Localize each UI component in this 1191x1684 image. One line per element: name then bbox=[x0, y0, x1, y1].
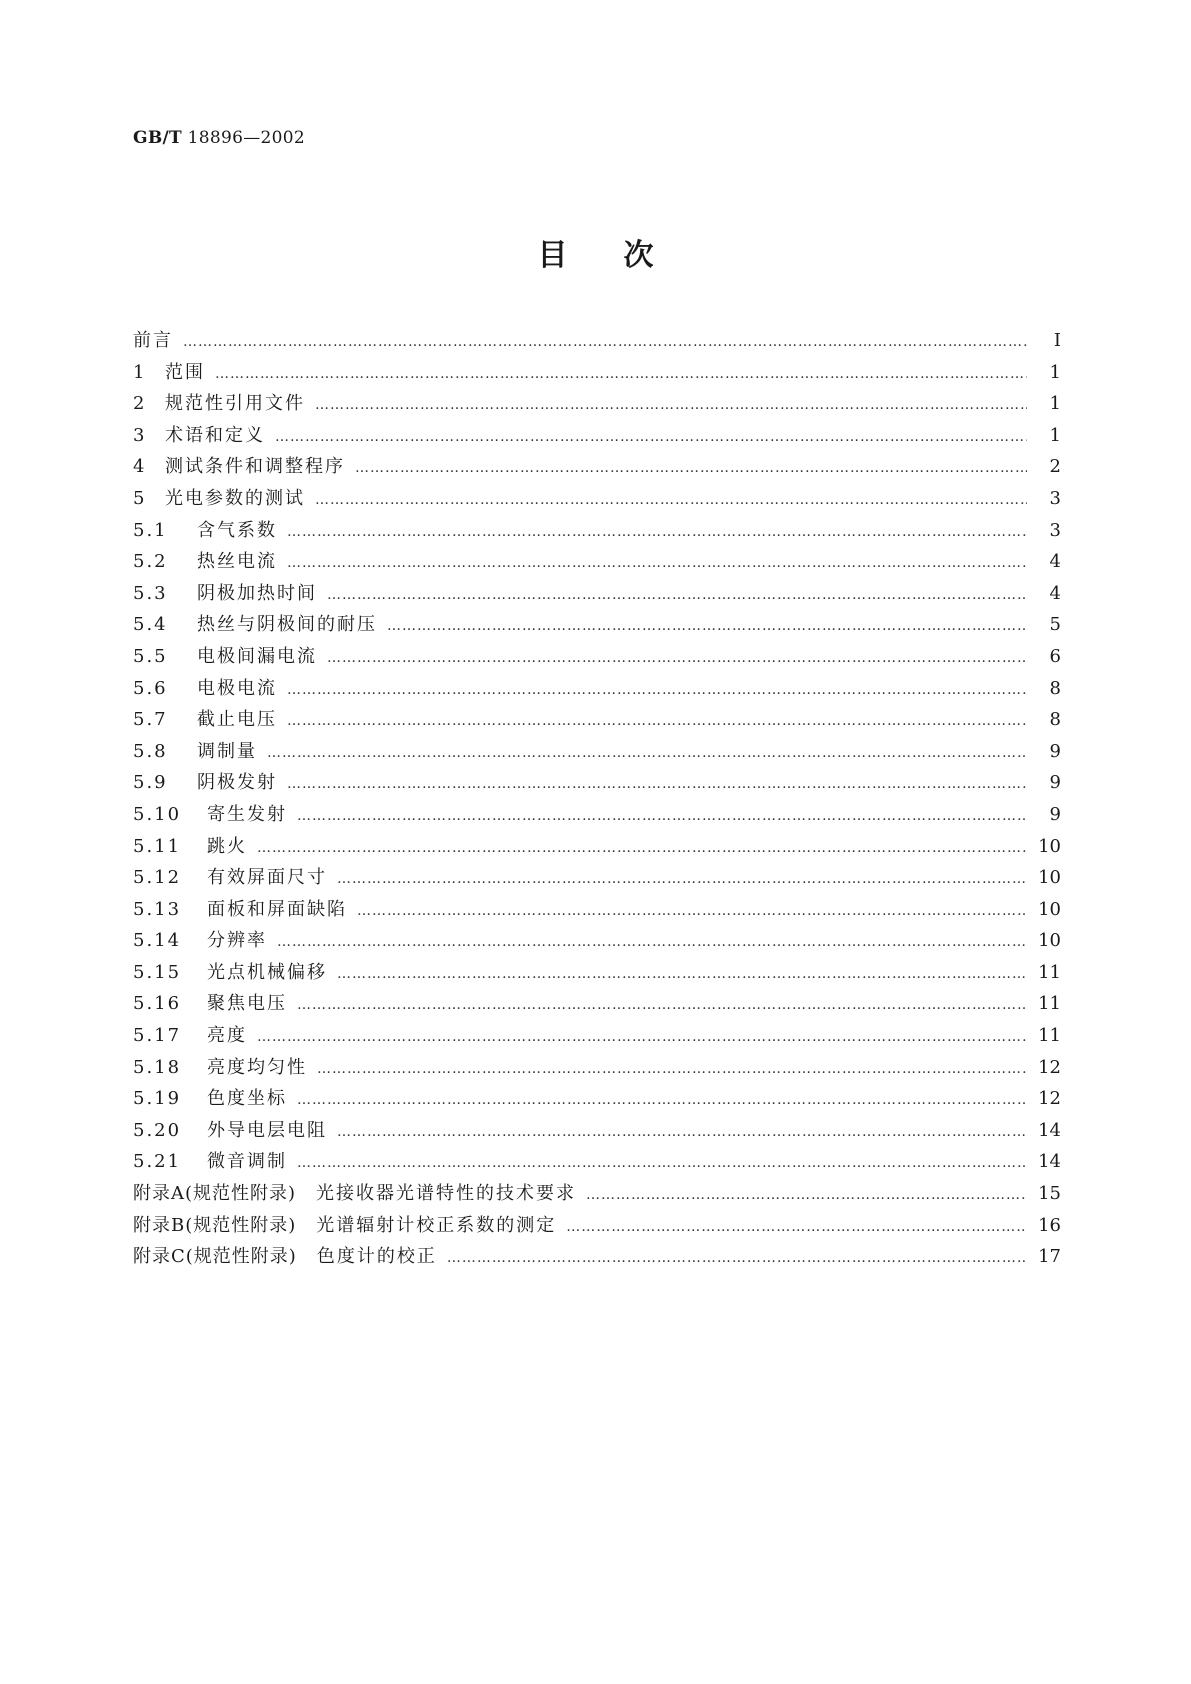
toc-leader-dots bbox=[337, 1124, 1027, 1140]
toc-entry-title: 电极电流 bbox=[197, 677, 277, 699]
toc-section-number: 5.14 bbox=[133, 930, 182, 952]
toc-entry-title: 范围 bbox=[165, 361, 205, 383]
toc-leader-dots bbox=[275, 429, 1027, 445]
toc-leader-dots bbox=[287, 713, 1027, 729]
toc-entry-title: 热丝与阴极间的耐压 bbox=[197, 614, 377, 636]
standard-prefix: GB/T bbox=[133, 128, 182, 148]
toc-section-number: 5.13 bbox=[133, 898, 182, 920]
toc-section-number: 5.19 bbox=[133, 1088, 182, 1110]
toc-page-number: 1 bbox=[1049, 361, 1061, 383]
toc-entry[interactable] bbox=[133, 389, 1061, 421]
toc-leader-dots bbox=[357, 903, 1027, 919]
toc-leader-dots bbox=[267, 745, 1027, 761]
toc-entry-title: 光接收器光谱特性的技术要求 bbox=[316, 1183, 577, 1205]
toc-section-number: 5.1 bbox=[133, 519, 168, 541]
toc-leader-dots bbox=[337, 966, 1027, 982]
toc-section-number: 5.8 bbox=[133, 740, 168, 762]
toc-entry[interactable] bbox=[133, 516, 1061, 548]
toc-entry[interactable] bbox=[133, 958, 1061, 990]
toc-entry-title: 跳火 bbox=[207, 835, 247, 857]
toc-entry-title: 亮度 bbox=[207, 1025, 247, 1047]
toc-annex-number: 附录C(规范性附录) bbox=[133, 1246, 297, 1268]
toc-leader-dots bbox=[297, 1155, 1027, 1171]
toc-entry-title: 阴极发射 bbox=[197, 772, 277, 794]
toc-entry[interactable] bbox=[133, 1179, 1061, 1211]
toc-leader-dots bbox=[447, 1250, 1027, 1266]
toc-leader-dots bbox=[566, 1219, 1027, 1235]
toc-section-number: 5 bbox=[133, 487, 147, 509]
toc-entry-title: 截止电压 bbox=[197, 709, 277, 731]
toc-page-number: 2 bbox=[1049, 456, 1061, 478]
toc-annex-number: 附录A(规范性附录) bbox=[133, 1183, 297, 1205]
toc-leader-dots bbox=[297, 1092, 1027, 1108]
toc-leader-dots bbox=[337, 871, 1027, 887]
toc-page-number: 9 bbox=[1049, 740, 1061, 762]
toc-entry-title: 色度坐标 bbox=[207, 1088, 287, 1110]
toc-section-number: 5.9 bbox=[133, 772, 168, 794]
toc-page-number: 12 bbox=[1038, 1056, 1061, 1078]
toc-page-number: 6 bbox=[1049, 645, 1061, 667]
toc-leader-dots bbox=[257, 1029, 1027, 1045]
toc-entry[interactable] bbox=[133, 832, 1061, 864]
toc-section-number: 4 bbox=[133, 456, 147, 478]
toc-leader-dots bbox=[317, 1061, 1027, 1077]
toc-entry[interactable] bbox=[133, 705, 1061, 737]
toc-entry-title: 外导电层电阻 bbox=[207, 1119, 327, 1141]
toc-leader-dots bbox=[183, 334, 1027, 350]
toc-page-number: 8 bbox=[1049, 709, 1061, 731]
standard-number: 18896—2002 bbox=[187, 128, 306, 148]
toc-entry[interactable] bbox=[133, 1211, 1061, 1243]
toc-entry[interactable] bbox=[133, 674, 1061, 706]
toc-entry[interactable] bbox=[133, 642, 1061, 674]
toc-entry[interactable] bbox=[133, 1084, 1061, 1116]
toc-entry-title: 电极间漏电流 bbox=[197, 645, 317, 667]
toc-entry-title: 分辨率 bbox=[207, 930, 267, 952]
toc-page-number: 9 bbox=[1049, 803, 1061, 825]
toc-leader-dots bbox=[287, 524, 1027, 540]
toc-page-number: 17 bbox=[1038, 1246, 1061, 1268]
toc-page-number: 12 bbox=[1038, 1088, 1061, 1110]
toc-entry[interactable] bbox=[133, 326, 1061, 358]
toc-entry[interactable] bbox=[133, 737, 1061, 769]
toc-entry-title: 阴极加热时间 bbox=[197, 582, 317, 604]
toc-entry-title: 术语和定义 bbox=[165, 424, 265, 446]
table-of-contents bbox=[133, 326, 1061, 1274]
toc-page-number: 1 bbox=[1049, 424, 1061, 446]
toc-entry-title: 光谱辐射计校正系数的测定 bbox=[316, 1214, 557, 1236]
toc-section-number: 5.10 bbox=[133, 803, 182, 825]
toc-page-number: 3 bbox=[1049, 487, 1061, 509]
toc-section-number: 1 bbox=[133, 361, 147, 383]
toc-entry[interactable] bbox=[133, 768, 1061, 800]
toc-leader-dots bbox=[315, 492, 1027, 508]
toc-entry-title: 有效屏面尺寸 bbox=[207, 867, 327, 889]
toc-section-number: 5.6 bbox=[133, 677, 168, 699]
toc-page-number: 14 bbox=[1038, 1119, 1061, 1141]
toc-entry[interactable] bbox=[133, 800, 1061, 832]
toc-entry[interactable] bbox=[133, 863, 1061, 895]
toc-entry[interactable] bbox=[133, 1147, 1061, 1179]
toc-page-number: 10 bbox=[1038, 835, 1061, 857]
toc-entry-title: 亮度均匀性 bbox=[207, 1056, 307, 1078]
toc-leader-dots bbox=[287, 776, 1027, 792]
toc-section-number: 5.5 bbox=[133, 645, 168, 667]
toc-page-number: 16 bbox=[1038, 1214, 1061, 1236]
toc-leader-dots bbox=[257, 840, 1027, 856]
toc-section-number: 5.20 bbox=[133, 1119, 182, 1141]
toc-leader-dots bbox=[315, 397, 1027, 413]
toc-section-number: 5.11 bbox=[133, 835, 182, 857]
toc-leader-dots bbox=[297, 997, 1027, 1013]
toc-section-number: 5.18 bbox=[133, 1056, 182, 1078]
toc-section-number: 3 bbox=[133, 424, 147, 446]
toc-leader-dots bbox=[387, 618, 1027, 634]
toc-section-number: 5.16 bbox=[133, 993, 182, 1015]
toc-leader-dots bbox=[586, 1187, 1027, 1203]
toc-entry-title: 前言 bbox=[133, 330, 173, 351]
toc-leader-dots bbox=[355, 460, 1027, 476]
toc-leader-dots bbox=[215, 366, 1027, 382]
toc-section-number: 2 bbox=[133, 393, 147, 415]
toc-entry-title: 色度计的校正 bbox=[316, 1246, 437, 1268]
toc-entry-title: 微音调制 bbox=[207, 1151, 287, 1173]
toc-page-number: 1 bbox=[1049, 393, 1061, 415]
page-title: 目次 bbox=[537, 238, 710, 273]
toc-leader-dots bbox=[287, 682, 1027, 698]
toc-entry-title: 聚焦电压 bbox=[207, 993, 287, 1015]
toc-section-number: 5.4 bbox=[133, 614, 168, 636]
toc-entry[interactable] bbox=[133, 1053, 1061, 1085]
toc-entry-title: 规范性引用文件 bbox=[165, 393, 305, 415]
toc-entry[interactable] bbox=[133, 610, 1061, 642]
toc-leader-dots bbox=[327, 650, 1027, 666]
toc-entry[interactable] bbox=[133, 452, 1061, 484]
toc-entry-title: 面板和屏面缺陷 bbox=[207, 898, 347, 920]
toc-page-number: 15 bbox=[1038, 1183, 1061, 1205]
toc-section-number: 5.3 bbox=[133, 582, 168, 604]
toc-entry[interactable] bbox=[133, 926, 1061, 958]
toc-leader-dots bbox=[327, 587, 1027, 603]
toc-entry[interactable] bbox=[133, 358, 1061, 390]
toc-section-number: 5.12 bbox=[133, 867, 182, 889]
toc-entry-title: 测试条件和调整程序 bbox=[165, 456, 345, 478]
toc-entry-title: 热丝电流 bbox=[197, 551, 277, 573]
toc-page-number: 11 bbox=[1038, 961, 1061, 983]
toc-section-number: 5.7 bbox=[133, 709, 168, 731]
toc-entry[interactable] bbox=[133, 895, 1061, 927]
toc-entry[interactable] bbox=[133, 547, 1061, 579]
toc-page-number: 10 bbox=[1038, 867, 1061, 889]
toc-page-number: 5 bbox=[1049, 614, 1061, 636]
toc-page-number: I bbox=[1053, 330, 1061, 351]
toc-page-number: 9 bbox=[1049, 772, 1061, 794]
toc-entry[interactable] bbox=[133, 989, 1061, 1021]
toc-entry-title: 光电参数的测试 bbox=[165, 487, 305, 509]
toc-page-number: 14 bbox=[1038, 1151, 1061, 1173]
toc-leader-dots bbox=[297, 808, 1027, 824]
toc-page-number: 4 bbox=[1049, 551, 1061, 573]
toc-page-number: 8 bbox=[1049, 677, 1061, 699]
toc-page-number: 11 bbox=[1038, 1025, 1061, 1047]
toc-leader-dots bbox=[287, 555, 1027, 571]
toc-page-number: 10 bbox=[1038, 930, 1061, 952]
toc-leader-dots bbox=[277, 934, 1027, 950]
toc-page-number: 11 bbox=[1038, 993, 1061, 1015]
toc-section-number: 5.17 bbox=[133, 1025, 182, 1047]
toc-section-number: 5.21 bbox=[133, 1151, 182, 1173]
toc-page-number: 3 bbox=[1049, 519, 1061, 541]
toc-section-number: 5.2 bbox=[133, 551, 168, 573]
toc-entry-title: 调制量 bbox=[197, 740, 257, 762]
toc-entry[interactable] bbox=[133, 1242, 1061, 1274]
toc-page-number: 4 bbox=[1049, 582, 1061, 604]
toc-page-number: 10 bbox=[1038, 898, 1061, 920]
toc-entry[interactable] bbox=[133, 579, 1061, 611]
toc-entry[interactable] bbox=[133, 1116, 1061, 1148]
toc-entry[interactable] bbox=[133, 421, 1061, 453]
toc-section-number: 5.15 bbox=[133, 961, 182, 983]
toc-entry-title: 光点机械偏移 bbox=[207, 961, 327, 983]
toc-entry-title: 寄生发射 bbox=[207, 803, 287, 825]
standard-code bbox=[133, 128, 305, 148]
toc-entry[interactable] bbox=[133, 484, 1061, 516]
toc-annex-number: 附录B(规范性附录) bbox=[133, 1214, 297, 1236]
toc-entry-title: 含气系数 bbox=[197, 519, 277, 541]
toc-entry[interactable] bbox=[133, 1021, 1061, 1053]
